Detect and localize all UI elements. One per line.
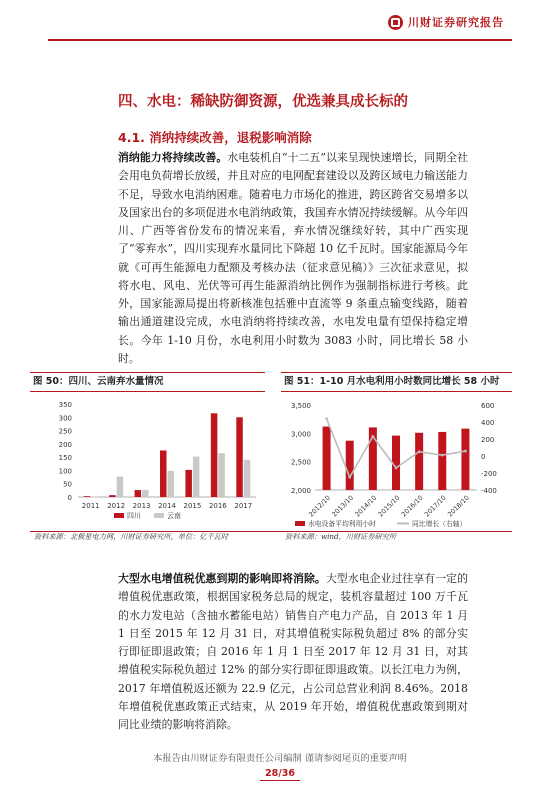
line-point [464,450,467,453]
paragraph-lead: 大型水电增值税优惠到期的影响即将消除。 [118,572,326,585]
y-tick-label: 200 [58,440,72,449]
y-tick-label: 350 [58,401,72,409]
bar-云南 [117,477,124,497]
y-tick-label: 100 [58,467,72,476]
x-tick-label: 2012/10 [307,493,332,519]
figure-50 [30,372,265,541]
bar-utilization-hours [461,429,469,490]
line-point [441,454,444,457]
chart-curtailment [30,392,265,530]
y2-tick-label: -200 [481,470,497,478]
bar-云南 [91,496,98,497]
y-tick-label: 300 [58,414,72,423]
brand-name: 川财证券研究报告 [408,16,504,29]
figure-source: 资料来源：wind，川财证券研究所 [285,532,397,541]
line-point [348,476,351,479]
bar-utilization-hours [438,432,446,490]
bar-四川 [185,470,192,497]
x-tick-label: 2013 [132,502,151,510]
y-tick-label: 3,000 [290,430,311,439]
x-tick-label: 2014/10 [353,493,379,519]
paragraph-vat-policy [118,570,468,734]
line-point [395,467,398,470]
bar-四川 [160,451,167,498]
y2-tick-label: 200 [481,436,495,444]
legend-label: 同比增长（右轴） [412,520,467,528]
line-point [371,435,374,438]
y-tick-label: 2,000 [290,487,311,495]
bar-云南 [244,460,251,497]
y-tick-label: 50 [63,480,72,489]
paragraph-body: 水电装机自“十二五”以来呈现快速增长，同期全社会用电负荷增长放缓，并且对应的电网配套建设以及跨区域电力输送能力不足，导致水电消纳困难。随着电力市场化的推进，跨区跨省交易增多以及国家出台的多项促进水电消纳政策，我国弃水情况持续缓解。从今年四川、广西等省份发布的情况来看，弃水情况继续好转，其中广西实现了“零弃水”，四川实现弃水量同比下降超 10 亿千瓦时。国家能源局今年就《可再生能源电力配额及考核办法（征求意见稿）》三次征求意见，拟将水电、风电、光伏等可再生能源消纳比例作为强制指标进行考核。此外，国家能源局提出将新核准包括雅中直流等 9 条重点输变线路，随着输出通道建设完成，水电消纳将持续改善，水电发电量有望保持稳定增长。今年 1-10 月份，水电利用小时数为 3083 小时，同比增长 58 小时。 [118,151,468,365]
bar-云南 [168,471,175,497]
page-number: 28/36 [260,768,300,781]
bar-云南 [142,490,149,497]
header-brand [388,12,504,32]
section-heading: 四、水电：稀缺防御资源，优选兼具成长标的 [118,94,408,110]
y2-tick-label: 600 [481,402,495,410]
x-tick-label: 2013/10 [330,493,356,519]
legend-swatch [114,513,124,518]
y2-tick-label: 0 [481,453,486,461]
x-tick-label: 2015/10 [376,493,402,519]
line-point [418,450,421,453]
figure-source: 资料来源：北极星电力网，川财证券研究所，单位：亿千瓦时 [34,532,229,541]
bar-四川 [211,413,218,497]
legend-label: 云南 [167,512,181,520]
bar-四川 [109,495,116,497]
x-tick-label: 2016 [208,502,227,510]
figure-51 [281,372,512,541]
paragraph-lead: 消纳能力将持续改善。 [118,151,228,164]
bar-四川 [236,417,243,497]
y-tick-label: 250 [58,427,72,436]
bar-四川 [84,496,91,497]
legend-swatch [154,513,164,518]
figure-title: 图 50：四川、云南弃水量情况 [30,372,265,392]
x-tick-label: 2015 [183,502,202,510]
bar-utilization-hours [415,433,423,490]
x-tick-label: 2018/10 [446,493,471,519]
bar-云南 [218,453,225,497]
figure-title: 图 51：1-10 月水电利用小时数同比增长 58 小时 [281,372,512,392]
bar-四川 [135,490,142,497]
y2-tick-label: 400 [481,419,495,427]
figure-source-rule [30,531,512,532]
bar-utilization-hours [346,441,354,490]
legend-swatch [295,521,305,526]
bar-utilization-hours [323,427,331,490]
y-tick-label: 0 [67,494,72,502]
paragraph-hydro-absorption [118,149,468,368]
x-tick-label: 2016/10 [399,493,425,519]
y2-tick-label: -400 [481,487,497,495]
line-point [325,417,328,420]
chart-utilization-hours [281,392,512,530]
x-tick-label: 2014 [158,502,176,510]
x-tick-label: 2012 [107,502,126,510]
legend-label: 四川 [127,512,141,520]
subsection-heading: 4.1. 消纳持续改善，退税影响消除 [118,130,312,145]
paragraph-body: 大型水电企业过往享有一定的增值税优惠政策，根据国家税务总局的规定，装机容量超过 100 万千瓦的水力发电站（含抽水蓄能电站）销售自产电力产品，自 2013 年 1 月 1 日至 2015 年 12 月 31 日，对其增值税实际税负超过 8% 的部分实行即征即退政策；自 2016 年 1 月 1 日至 2017 年 12 月 31 日，对其增值税实际税负超过 12% 的部分实行即征即退政策。以长江电力为例，2017 年增值税返还额为 22.9 亿元，占公司总营业利润 8.46%。2018 年增值税优惠政策正式结束，从 2019 年开始，增值税优惠政策到期对同比业绩的影响将消除。 [118,572,468,731]
y-tick-label: 2,500 [290,458,311,467]
brand-logo-icon [388,15,403,30]
x-tick-label: 2011 [81,502,100,510]
y-tick-label: 3,500 [290,402,311,410]
bar-云南 [193,457,200,497]
header-rule [48,39,512,41]
footer-disclaimer: 本报告由川财证券有限责任公司编制 谨请参阅尾页的重要声明 [153,753,407,764]
y-tick-label: 150 [58,454,72,463]
x-tick-label: 2017 [234,502,253,510]
x-tick-label: 2017/10 [422,493,448,519]
page-number-box [260,768,300,781]
legend-label: 水电设备平均利用小时 [308,520,376,528]
